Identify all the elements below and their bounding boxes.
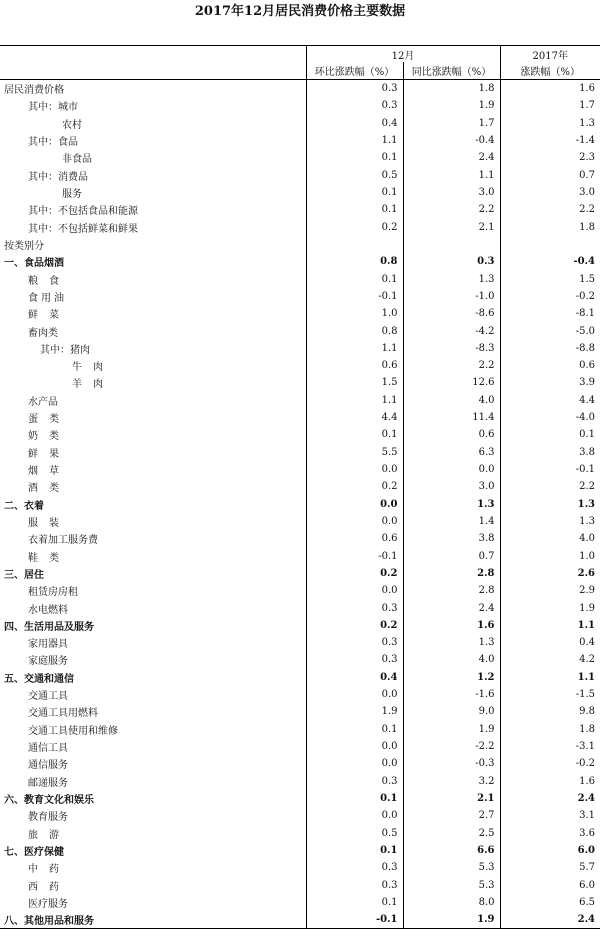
table-row [0, 392, 600, 409]
cell-yoy: 1.3 [403, 496, 500, 513]
cell-year: 5.7 [500, 859, 600, 876]
cpi-table [0, 45, 600, 929]
table-row [0, 426, 600, 443]
cell-mom: 0.3 [306, 97, 403, 114]
table-row [0, 530, 600, 547]
row-label: 水产品 [28, 396, 58, 408]
table-row [0, 167, 600, 184]
cell-year: 0.1 [500, 426, 600, 443]
cell-mom: 0.2 [306, 617, 403, 634]
cell-yoy: 0.0 [403, 461, 500, 478]
cell-mom: 0.1 [306, 894, 403, 911]
cell-yoy: 1.9 [403, 721, 500, 738]
table-row [0, 547, 600, 564]
table-row [0, 634, 600, 651]
row-label: 服务 [62, 189, 82, 201]
cell-mom: 0.2 [306, 219, 403, 236]
cell-yoy: 2.7 [403, 807, 500, 824]
row-label: 牛肉 [72, 362, 114, 374]
cell-yoy: 5.3 [403, 876, 500, 893]
cell-year: -5.0 [500, 322, 600, 339]
cell-year: 2.2 [500, 201, 600, 218]
cell-year: 1.9 [500, 599, 600, 616]
table-row [0, 149, 600, 166]
table-row [0, 132, 600, 149]
cell-year: 3.6 [500, 824, 600, 841]
cell-mom: 0.0 [306, 513, 403, 530]
cell-yoy: 1.4 [403, 513, 500, 530]
row-label: 四、生活用品及服务 [4, 621, 94, 633]
table-row [0, 496, 600, 513]
table-row [0, 236, 600, 253]
cell-mom: 0.5 [306, 824, 403, 841]
cell-yoy: 2.4 [403, 149, 500, 166]
cell-mom: 0.3 [306, 599, 403, 616]
table-row [0, 599, 600, 616]
cell-year: 9.8 [500, 703, 600, 720]
cell-yoy: 3.0 [403, 478, 500, 495]
cell-year: 0.7 [500, 167, 600, 184]
cell-yoy: -8.3 [403, 340, 500, 357]
cell-yoy: 2.1 [403, 790, 500, 807]
table-row [0, 686, 600, 703]
cell-mom: 0.3 [306, 859, 403, 876]
row-label: 羊肉 [72, 379, 114, 391]
cell-mom: 0.3 [306, 651, 403, 668]
table-row [0, 721, 600, 738]
row-label: 蛋类 [28, 414, 70, 426]
cell-yoy: 8.0 [403, 894, 500, 911]
cell-year: 1.3 [500, 496, 600, 513]
cell-mom: 0.1 [306, 790, 403, 807]
cell-yoy: 1.3 [403, 270, 500, 287]
table-row [0, 565, 600, 582]
cell-year: 6.0 [500, 876, 600, 893]
cell-yoy: 1.2 [403, 669, 500, 686]
cell-year: 2.4 [500, 911, 600, 929]
cell-yoy: 9.0 [403, 703, 500, 720]
cell-year: 4.4 [500, 392, 600, 409]
cell-mom: 0.0 [306, 686, 403, 703]
cell-year: 0.6 [500, 357, 600, 374]
cell-mom: 1.1 [306, 392, 403, 409]
cell-yoy: 1.8 [403, 80, 500, 98]
cell-mom: 0.4 [306, 115, 403, 132]
cell-mom: 0.3 [306, 634, 403, 651]
cell-year: -0.1 [500, 461, 600, 478]
cell-year: 1.6 [500, 773, 600, 790]
cell-mom: 0.1 [306, 184, 403, 201]
cell-year: 6.0 [500, 842, 600, 859]
table-row [0, 807, 600, 824]
row-label: 五、交通和通信 [4, 673, 74, 685]
table-row [0, 824, 600, 841]
row-label: 鲜果 [28, 448, 70, 460]
table-row [0, 876, 600, 893]
cell-yoy: 1.3 [403, 634, 500, 651]
cell-yoy: 0.7 [403, 547, 500, 564]
row-label: 按类别分 [4, 240, 44, 252]
row-label: 租赁房房租 [28, 587, 78, 599]
row-label: 居民消费价格 [4, 85, 64, 97]
table-row [0, 219, 600, 236]
table-row [0, 340, 600, 357]
cell-year: 1.5 [500, 270, 600, 287]
cell-year: -8.1 [500, 305, 600, 322]
cell-yoy: -0.3 [403, 755, 500, 772]
cell-year: -1.4 [500, 132, 600, 149]
row-label: 酒类 [28, 483, 70, 495]
table-row [0, 703, 600, 720]
row-label: 其中：猪肉 [40, 344, 90, 356]
table-row [0, 911, 600, 929]
row-label: 鲜菜 [28, 310, 70, 322]
cell-mom: 0.8 [306, 322, 403, 339]
row-label: 西药 [28, 881, 70, 893]
cell-year: 1.8 [500, 219, 600, 236]
row-label: 通信工具 [28, 743, 68, 755]
row-label: 中药 [28, 864, 70, 876]
cell-yoy: 0.3 [403, 253, 500, 270]
cell-mom: 0.1 [306, 201, 403, 218]
cell-year: 1.0 [500, 547, 600, 564]
cell-mom: 0.5 [306, 167, 403, 184]
cell-year: -4.0 [500, 409, 600, 426]
cell-mom: -0.1 [306, 911, 403, 929]
table-row [0, 201, 600, 218]
row-label: 衣着加工服务费 [28, 535, 98, 547]
cell-yoy: 2.8 [403, 565, 500, 582]
cell-yoy: -1.0 [403, 288, 500, 305]
row-label: 畜肉类 [28, 327, 58, 339]
row-label: 交通工具使用和维修 [28, 725, 118, 737]
table-row [0, 374, 600, 391]
cell-mom: 0.0 [306, 461, 403, 478]
row-label: 其中：不包括食品和能源 [28, 206, 138, 218]
cell-year: -0.2 [500, 755, 600, 772]
header-col-year: 涨跌幅（%） [500, 62, 600, 80]
cell-yoy: 2.8 [403, 582, 500, 599]
cell-yoy: 3.8 [403, 530, 500, 547]
header-blank-2 [0, 62, 306, 80]
cell-yoy: 11.4 [403, 409, 500, 426]
table-row [0, 894, 600, 911]
cell-yoy: 3.2 [403, 773, 500, 790]
cell-mom: 0.1 [306, 149, 403, 166]
cell-mom: 0.8 [306, 253, 403, 270]
cell-year: 3.8 [500, 444, 600, 461]
row-label: 其中：不包括鲜菜和鲜果 [28, 223, 138, 235]
cell-yoy: 6.3 [403, 444, 500, 461]
cell-mom: 0.0 [306, 738, 403, 755]
table-row [0, 738, 600, 755]
cell-mom: 0.4 [306, 669, 403, 686]
cell-yoy: 3.0 [403, 184, 500, 201]
cell-yoy: 0.6 [403, 426, 500, 443]
table-body [0, 80, 600, 929]
cell-yoy: 1.9 [403, 97, 500, 114]
cell-year: 3.0 [500, 184, 600, 201]
row-label: 六、教育文化和娱乐 [4, 794, 94, 806]
table-row [0, 253, 600, 270]
table-row [0, 582, 600, 599]
cell-mom: 0.3 [306, 773, 403, 790]
row-label: 其中：消费品 [28, 171, 88, 183]
row-label: 水电燃料 [28, 604, 68, 616]
header-col-yoy: 同比涨跌幅（%） [403, 62, 500, 80]
row-label: 教育服务 [28, 812, 68, 824]
cell-yoy: 12.6 [403, 374, 500, 391]
table-row [0, 478, 600, 495]
cell-yoy: 4.0 [403, 651, 500, 668]
cell-year: 3.9 [500, 374, 600, 391]
table-row [0, 184, 600, 201]
header-blank [0, 46, 306, 63]
cell-yoy: 1.1 [403, 167, 500, 184]
row-label: 家用器具 [28, 639, 68, 651]
row-label: 烟草 [28, 466, 70, 478]
cell-yoy: 1.9 [403, 911, 500, 929]
cell-yoy: -0.4 [403, 132, 500, 149]
table-row [0, 322, 600, 339]
table-row [0, 97, 600, 114]
header-col-mom: 环比涨跌幅（%） [306, 62, 403, 80]
cell-mom: 1.1 [306, 340, 403, 357]
row-label: 交通工具用燃料 [28, 708, 98, 720]
cell-mom: 5.5 [306, 444, 403, 461]
page-title: 2017年12月居民消费价格主要数据 [194, 4, 406, 19]
cell-mom: 0.3 [306, 876, 403, 893]
row-label: 非食品 [62, 154, 92, 166]
cell-year: 2.3 [500, 149, 600, 166]
cell-year: 0.4 [500, 634, 600, 651]
cell-mom: 1.0 [306, 305, 403, 322]
cell-yoy: 2.5 [403, 824, 500, 841]
cell-year: -0.4 [500, 253, 600, 270]
table-row [0, 790, 600, 807]
cell-mom: -0.1 [306, 547, 403, 564]
cell-yoy: 1.6 [403, 617, 500, 634]
table-row [0, 842, 600, 859]
cell-year: 3.1 [500, 807, 600, 824]
row-label: 交通工具 [28, 691, 68, 703]
cell-yoy: 1.7 [403, 115, 500, 132]
cell-year: 2.9 [500, 582, 600, 599]
row-label: 其中：城市 [28, 102, 78, 114]
cell-mom: 0.0 [306, 755, 403, 772]
cell-year: 2.4 [500, 790, 600, 807]
cell-year: 4.0 [500, 530, 600, 547]
row-label: 医疗服务 [28, 898, 68, 910]
table-row [0, 80, 600, 98]
row-label: 七、医疗保健 [4, 846, 64, 858]
cell-year: 1.6 [500, 80, 600, 98]
cell-yoy: -8.6 [403, 305, 500, 322]
cell-yoy [403, 236, 500, 253]
cell-mom [306, 236, 403, 253]
cell-mom: 0.3 [306, 80, 403, 98]
row-label: 家庭服务 [28, 656, 68, 668]
row-label: 奶类 [28, 431, 70, 443]
cell-mom: 0.6 [306, 357, 403, 374]
cell-year: 1.1 [500, 617, 600, 634]
table-row [0, 651, 600, 668]
cell-yoy: 6.6 [403, 842, 500, 859]
cell-yoy: 2.1 [403, 219, 500, 236]
table-row [0, 755, 600, 772]
table-row [0, 270, 600, 287]
row-label: 邮递服务 [28, 777, 68, 789]
cell-year: 2.6 [500, 565, 600, 582]
cell-year: -3.1 [500, 738, 600, 755]
cell-year: 1.3 [500, 513, 600, 530]
table-row [0, 669, 600, 686]
row-label: 鞋类 [28, 552, 70, 564]
table-row [0, 461, 600, 478]
cell-mom: 1.1 [306, 132, 403, 149]
cell-yoy: 2.2 [403, 201, 500, 218]
table-row [0, 357, 600, 374]
row-label: 食用油 [28, 292, 67, 304]
cell-yoy: -2.2 [403, 738, 500, 755]
cell-mom: 1.9 [306, 703, 403, 720]
row-label: 服装 [28, 517, 70, 529]
cell-yoy: 2.2 [403, 357, 500, 374]
cell-mom: 0.1 [306, 842, 403, 859]
cell-year: 1.7 [500, 97, 600, 114]
cell-yoy: -1.6 [403, 686, 500, 703]
row-label: 粮食 [28, 275, 70, 287]
cell-mom: 0.2 [306, 478, 403, 495]
row-label: 旅游 [28, 829, 70, 841]
cell-year: 1.3 [500, 115, 600, 132]
cell-mom: 1.5 [306, 374, 403, 391]
cell-year: 6.5 [500, 894, 600, 911]
cell-mom: 0.1 [306, 270, 403, 287]
cell-year: 4.2 [500, 651, 600, 668]
cell-year: -0.2 [500, 288, 600, 305]
cell-mom: -0.1 [306, 288, 403, 305]
row-label: 二、衣着 [4, 500, 44, 512]
table-row [0, 617, 600, 634]
table-row [0, 305, 600, 322]
cell-yoy: 4.0 [403, 392, 500, 409]
header-group-month: 12月 [306, 46, 500, 63]
header-group-year: 2017年 [500, 46, 600, 63]
cell-mom: 0.1 [306, 721, 403, 738]
row-label: 八、其他用品和服务 [0, 911, 306, 929]
cell-year: -1.5 [500, 686, 600, 703]
table-row [0, 859, 600, 876]
table-row [0, 773, 600, 790]
cell-year: 1.1 [500, 669, 600, 686]
cell-year: 2.2 [500, 478, 600, 495]
cell-mom: 0.0 [306, 582, 403, 599]
table-row [0, 513, 600, 530]
cell-yoy: -4.2 [403, 322, 500, 339]
table-row [0, 409, 600, 426]
cell-year [500, 236, 600, 253]
cell-mom: 0.1 [306, 426, 403, 443]
cell-mom: 0.6 [306, 530, 403, 547]
cell-yoy: 2.4 [403, 599, 500, 616]
table-row [0, 115, 600, 132]
row-label: 三、居住 [4, 569, 44, 581]
cell-mom: 0.2 [306, 565, 403, 582]
row-label: 一、食品烟酒 [4, 258, 64, 270]
row-label: 通信服务 [28, 760, 68, 772]
table-row [0, 288, 600, 305]
cell-yoy: 5.3 [403, 859, 500, 876]
cell-mom: 0.0 [306, 807, 403, 824]
cell-year: 1.8 [500, 721, 600, 738]
cell-mom: 0.0 [306, 496, 403, 513]
row-label: 农村 [62, 119, 82, 131]
table-row [0, 444, 600, 461]
cell-year: -8.8 [500, 340, 600, 357]
row-label: 其中：食品 [28, 137, 78, 149]
cell-mom: 4.4 [306, 409, 403, 426]
